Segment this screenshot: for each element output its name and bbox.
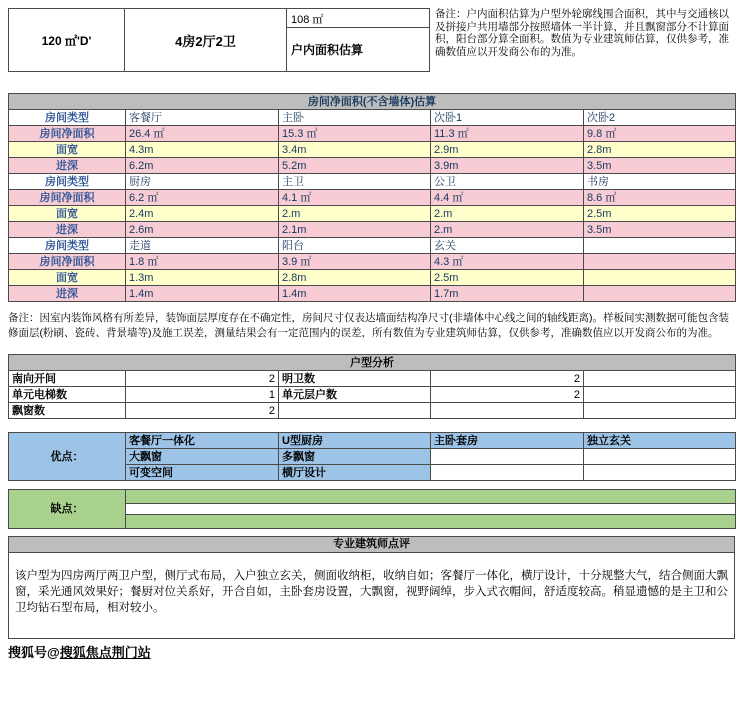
pros-item: 主卧套房	[431, 433, 584, 449]
depth-cell: 6.2m	[126, 158, 279, 174]
analysis-value: 2	[126, 403, 279, 419]
analysis-value: 2	[431, 371, 584, 387]
empty-cell	[431, 465, 584, 481]
row-label-depth: 进深	[9, 158, 126, 174]
row-label-width: 面宽	[9, 206, 126, 222]
pros-item: 大飘窗	[126, 449, 279, 465]
room-cell: 书房	[584, 174, 736, 190]
architect-review-header: 专业建筑师点评	[8, 536, 735, 553]
empty-cell	[584, 387, 736, 403]
room-table-title: 房间净面积(不含墙体)估算	[9, 94, 736, 110]
table-row	[9, 403, 736, 419]
pros-item: 独立玄关	[584, 433, 736, 449]
analysis-label: 南向开间	[9, 371, 126, 387]
room-cell: 次卧2	[584, 110, 736, 126]
width-cell: 2.8m	[584, 142, 736, 158]
row-label-width: 面宽	[9, 270, 126, 286]
row-label-width: 面宽	[9, 142, 126, 158]
empty-cell	[126, 490, 736, 504]
unit-layout: 4房2厅2卫	[125, 8, 287, 72]
area-cell: 4.3 ㎡	[431, 254, 584, 270]
depth-cell: 3.5m	[584, 158, 736, 174]
area-label: 户内面积估算	[291, 43, 364, 57]
row-label-room-type: 房间类型	[9, 174, 126, 190]
table-row	[9, 222, 736, 238]
table-row	[9, 490, 736, 504]
table-row	[9, 110, 736, 126]
area-block	[287, 8, 430, 72]
table-row	[9, 158, 736, 174]
table-row	[9, 238, 736, 254]
width-cell: 3.4m	[279, 142, 431, 158]
room-cell: 主卧	[279, 110, 431, 126]
empty-cell	[431, 449, 584, 465]
width-cell: 2.5m	[431, 270, 584, 286]
analysis-label: 单元电梯数	[9, 387, 126, 403]
row-label-net-area: 房间净面积	[9, 126, 126, 142]
area-cell	[584, 254, 736, 270]
analysis-value: 2	[126, 371, 279, 387]
table-row	[9, 174, 736, 190]
table-row	[9, 387, 736, 403]
table-row	[9, 206, 736, 222]
room-cell: 主卫	[279, 174, 431, 190]
row-label-room-type: 房间类型	[9, 110, 126, 126]
architect-review	[8, 553, 735, 639]
table-row	[9, 371, 736, 387]
depth-cell: 5.2m	[279, 158, 431, 174]
depth-cell: 2.1m	[279, 222, 431, 238]
row-label-net-area: 房间净面积	[9, 254, 126, 270]
empty-cell	[126, 504, 736, 515]
row-label-depth: 进深	[9, 286, 126, 302]
depth-cell: 1.4m	[279, 286, 431, 302]
width-cell: 2.m	[279, 206, 431, 222]
width-cell: 2.8m	[279, 270, 431, 286]
width-cell: 2.5m	[584, 206, 736, 222]
width-cell: 2.9m	[431, 142, 584, 158]
summary-bar	[8, 8, 735, 72]
depth-cell: 1.7m	[431, 286, 584, 302]
table-row	[9, 190, 736, 206]
area-cell: 4.1 ㎡	[279, 190, 431, 206]
table-row	[9, 126, 736, 142]
analysis-value: 1	[126, 387, 279, 403]
width-cell: 4.3m	[126, 142, 279, 158]
table-row	[9, 433, 736, 449]
area-value: 108 ㎡	[287, 9, 429, 28]
depth-cell	[584, 286, 736, 302]
room-cell: 次卧1	[431, 110, 584, 126]
analysis-title: 户型分析	[9, 355, 736, 371]
area-cell: 15.3 ㎡	[279, 126, 431, 142]
room-cell: 客餐厅	[126, 110, 279, 126]
summary-note: 备注：户内面积估算为户型外轮廓线围合面积，其中与交通核以及拼接户共用墙部分按照墙体一半计算，并且飘窗部分不计算面积，阳台部分算全面积。数值为专业建筑师估算，仅供参考，准确数值应以开发商公布的为准。	[435, 8, 729, 58]
watermark-prefix: 搜狐号@	[8, 645, 60, 660]
layout-analysis-table	[8, 354, 736, 419]
analysis-label: 飘窗数	[9, 403, 126, 419]
table-row	[9, 254, 736, 270]
area-cell: 9.8 ㎡	[584, 126, 736, 142]
row-label-net-area: 房间净面积	[9, 190, 126, 206]
width-cell: 2.4m	[126, 206, 279, 222]
area-cell: 1.8 ㎡	[126, 254, 279, 270]
pros-item: 横厅设计	[279, 465, 431, 481]
area-cell: 26.4 ㎡	[126, 126, 279, 142]
analysis-value	[431, 403, 584, 419]
area-cell: 3.9 ㎡	[279, 254, 431, 270]
area-cell: 8.6 ㎡	[584, 190, 736, 206]
cons-table	[8, 489, 736, 529]
pros-item: 可变空间	[126, 465, 279, 481]
room-cell: 走道	[126, 238, 279, 254]
analysis-label: 单元层户数	[279, 387, 431, 403]
pros-table	[8, 432, 736, 481]
depth-cell: 3.5m	[584, 222, 736, 238]
room-cell: 玄关	[431, 238, 584, 254]
room-cell: 阳台	[279, 238, 431, 254]
architect-review-text: 该户型为四房两厅两卫户型，侧厅式布局，入户独立玄关，侧面收纳柜，收纳自如；客餐厅一体化，横厅设计，十分规整大气，结合侧面大飘窗，采光通风效果好；餐厨对位关系好，开合自如，主卧套房设置，大飘窗，视野阔绰，步入式衣帽间，舒适度较高。稍显遗憾的是主卫和公卫均钻石型布局，相对较小。	[15, 570, 728, 614]
row-label-depth: 进深	[9, 222, 126, 238]
area-cell: 6.2 ㎡	[126, 190, 279, 206]
room-table-footnote: 备注：因室内装饰风格有所差异，装饰面层厚度存在不确定性，房间尺寸仅表达墙面结构净尺寸(非墙体中心线之间的轴线距离)。样板间实测数据可能包含装修面层(粉刷、瓷砖、背景墙等)及施工误差，测量结果会有一定范围内的误差，所有数值为专业建筑师估算，仅供参考，准确数值应以开发商公布的为准。	[8, 312, 729, 339]
pros-item: U型厨房	[279, 433, 431, 449]
empty-cell	[584, 371, 736, 387]
pros-label: 优点：	[9, 433, 126, 481]
width-cell: 1.3m	[126, 270, 279, 286]
watermark-account-link[interactable]: 搜狐焦点荆门站	[59, 645, 151, 660]
table-row	[9, 286, 736, 302]
pros-item: 多飘窗	[279, 449, 431, 465]
room-area-table	[8, 93, 736, 302]
depth-cell: 2.6m	[126, 222, 279, 238]
row-label-room-type: 房间类型	[9, 238, 126, 254]
analysis-label: 明卫数	[279, 371, 431, 387]
depth-cell: 1.4m	[126, 286, 279, 302]
unit-name: 120 ㎡'D'	[8, 8, 125, 72]
width-cell	[584, 270, 736, 286]
width-cell: 2.m	[431, 206, 584, 222]
area-cell: 11.3 ㎡	[431, 126, 584, 142]
watermark	[8, 642, 740, 661]
table-row	[9, 142, 736, 158]
depth-cell: 3.9m	[431, 158, 584, 174]
empty-cell	[584, 465, 736, 481]
cons-label: 缺点：	[9, 490, 126, 529]
empty-cell	[126, 515, 736, 529]
room-cell: 公卫	[431, 174, 584, 190]
area-cell: 4.4 ㎡	[431, 190, 584, 206]
depth-cell: 2.m	[431, 222, 584, 238]
analysis-label	[279, 403, 431, 419]
room-cell: 厨房	[126, 174, 279, 190]
analysis-value: 2	[431, 387, 584, 403]
pros-item: 客餐厅一体化	[126, 433, 279, 449]
room-cell	[584, 238, 736, 254]
table-row	[9, 270, 736, 286]
empty-cell	[584, 449, 736, 465]
empty-cell	[584, 403, 736, 419]
